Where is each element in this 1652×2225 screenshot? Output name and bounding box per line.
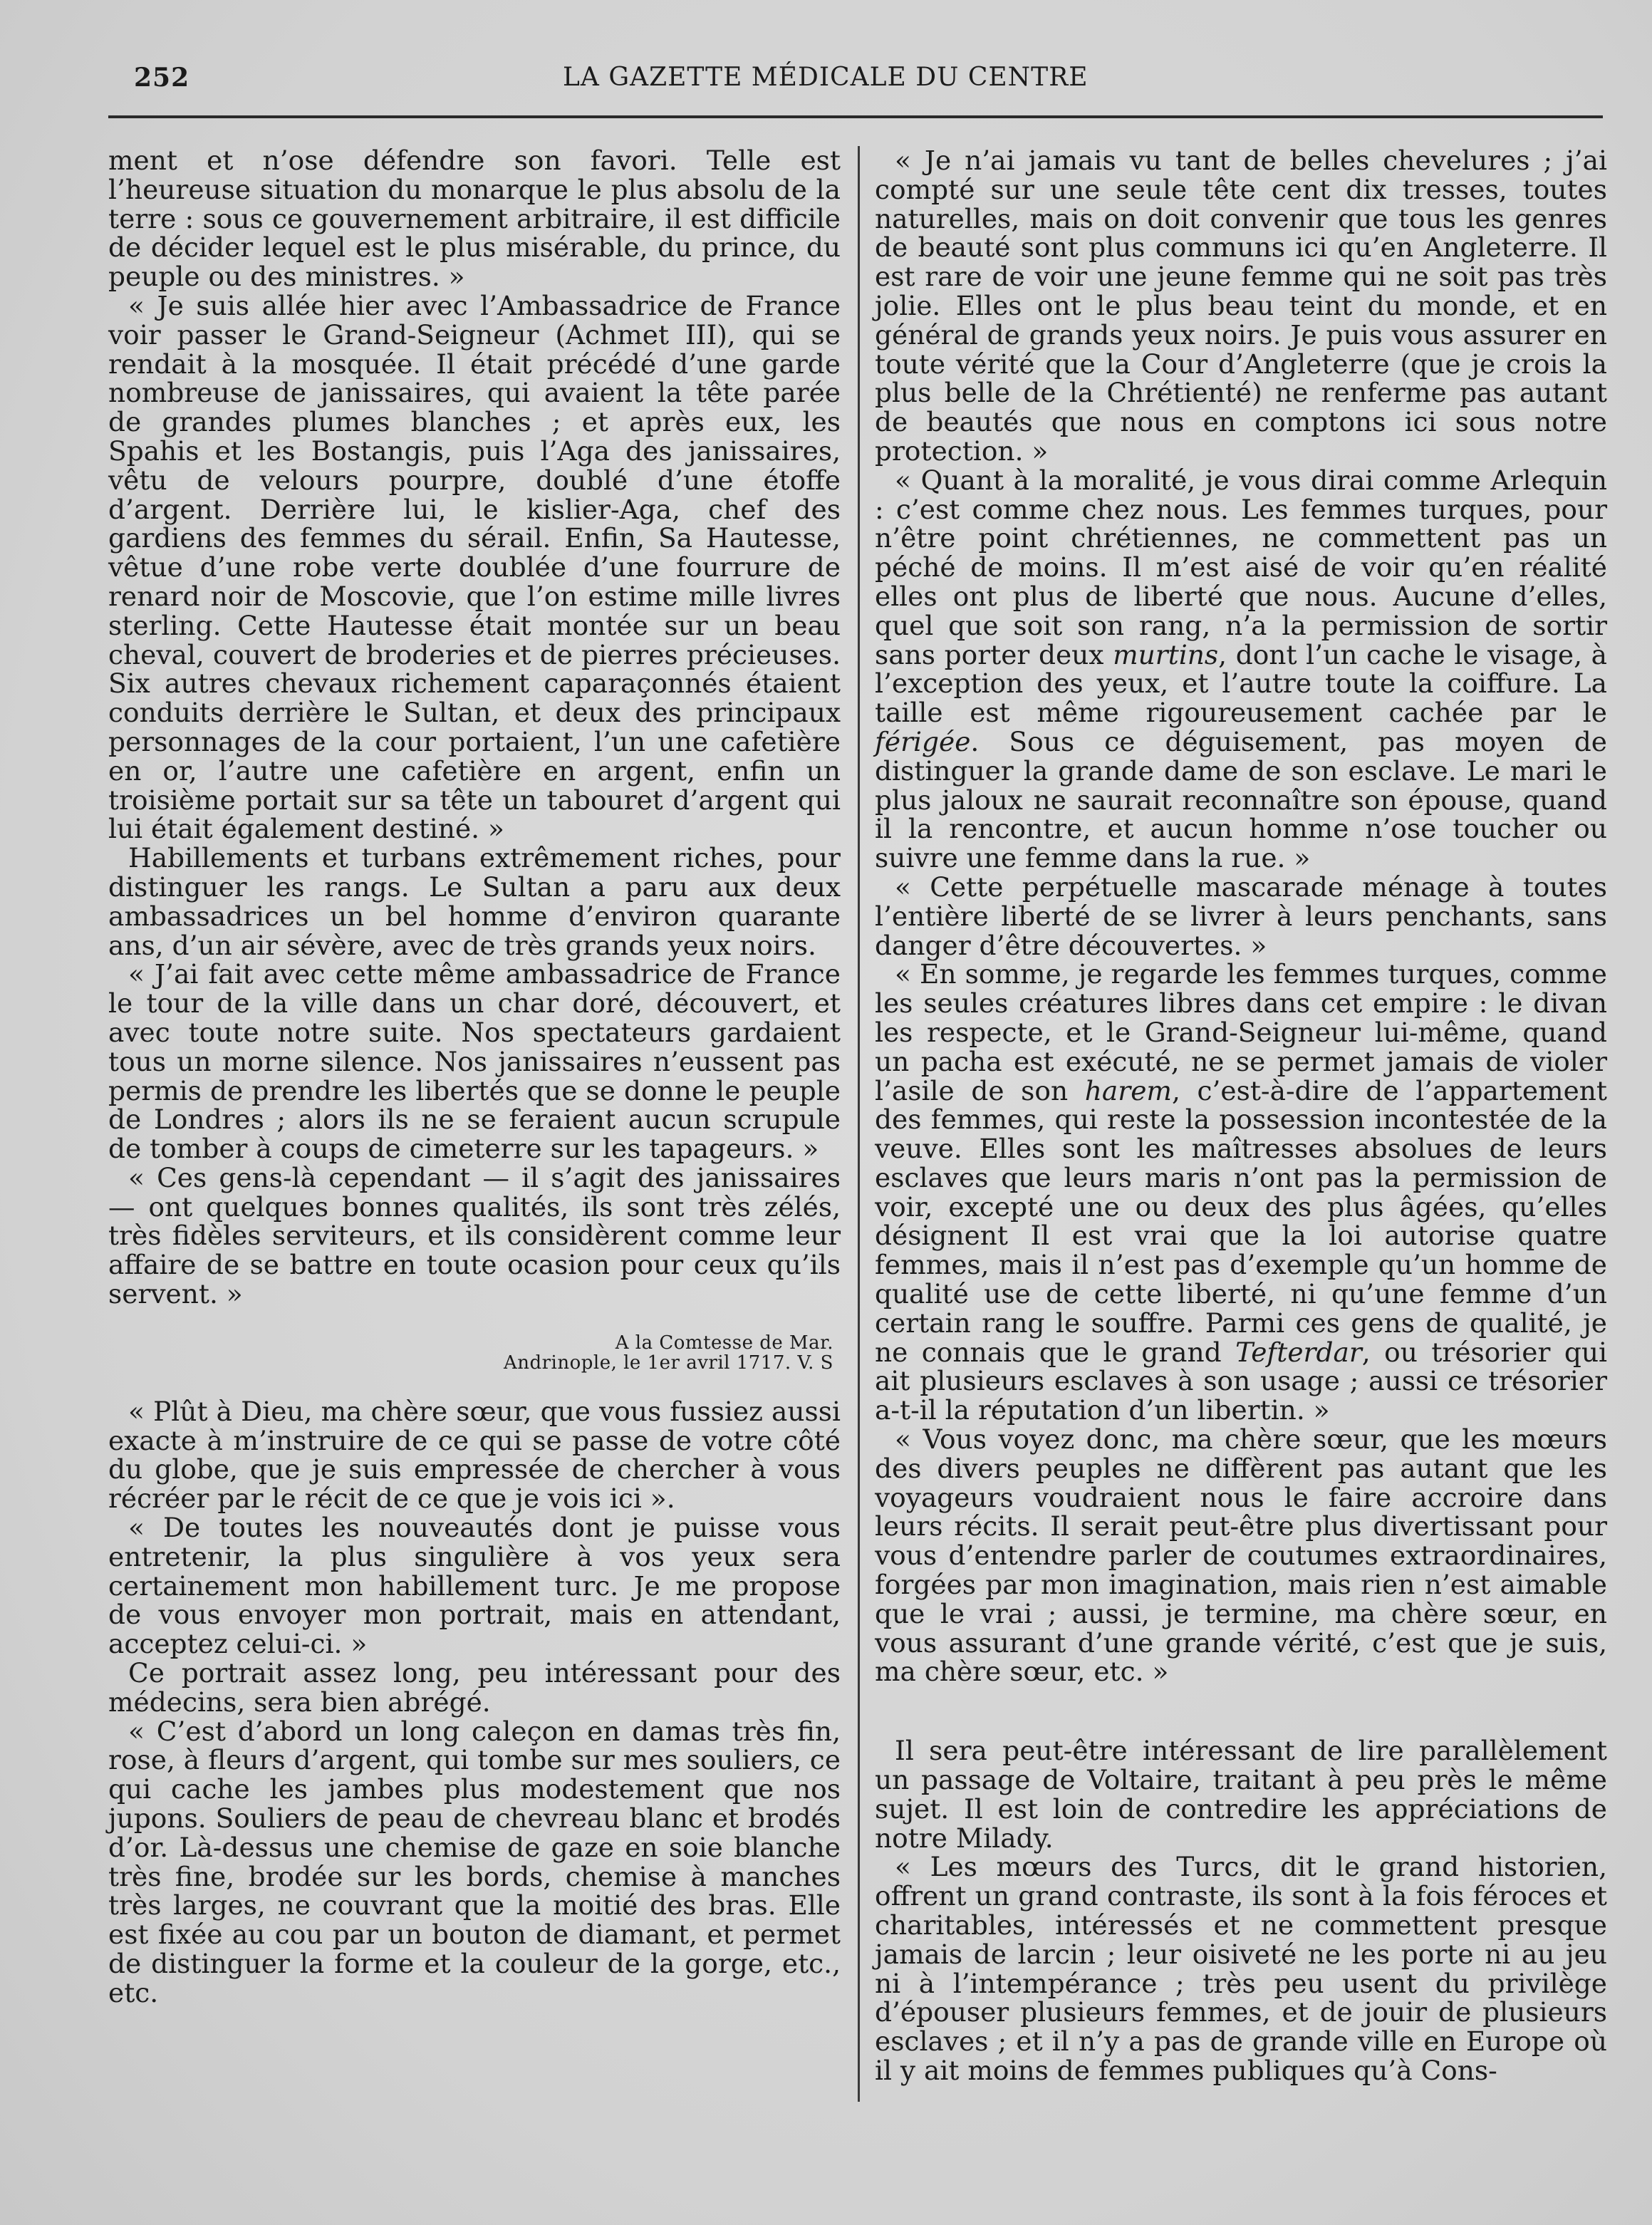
paragraph: « Les mœurs des Turcs, dit le grand historien, offrent un grand contraste, ils sont à la fois féroces et charitables, intéressés et ne commettent presque jamais de larcin ; leur oisiveté ne les porte ni au jeu ni à l’intempérance ; très peu usent du privilège d’épouser plusieurs femmes, et de jouir de plusieurs esclaves ; et il n’y a pas de grande ville en Europe où il y ait moins de femmes publiques qu’à Cons- (875, 1851, 1607, 2086)
paragraph: « Vous voyez donc, ma chère sœur, que les mœurs des divers peuples ne diffèrent pas autant que les voyageurs voudraient nous le faire accroire dans leurs récits. Il serait peut-être plus divertissant pour vous d’entendre parler de coutumes extraordinaires, forgées par mon imagination, mais rien n’est aimable que le vrai ; aussi, je termine, ma chère sœur, en vous assurant d’une grande vérité, c’est que je suis, ma chère sœur, etc. » (875, 1423, 1607, 1688)
paragraph: « De toutes les nouveautés dont je puisse vous entretenir, la plus singulière à vos yeux sera certainement mon habillement turc. Je me propose de vous envoyer mon portrait, mais en attendant, acceptez celui-ci. » (108, 1512, 841, 1660)
page-header (107, 63, 1603, 105)
italic-term: harem (1084, 1074, 1172, 1106)
paragraph: « Je n’ai jamais vu tant de belles chevelures ; j’ai compté sur une seule tête cent dix tresses, toutes naturelles, mais on doit convenir que tous les genres de beauté sont plus communs ici qu’en Angleterre. Il est rare de voir une jeune femme qui ne soit pas très jolie. Elles ont le plus beau teint du monde, et en général de grands yeux noirs. Je puis vous assurer en toute vérité que la Cour d’Angleterre (que je crois la plus belle de la Chrétienté) ne renferme pas autant de beautés que nous en comptons ici sous notre protection. » (875, 145, 1607, 467)
italic-term: Tefterdar (1235, 1336, 1362, 1368)
paragraph: « Plût à Dieu, ma chère sœur, que vous fussiez aussi exacte à m’instruire de ce qui se passe de votre côté du globe, que je suis empressée de chercher à vous récréer par le récit de ce que je vois ici ». (108, 1395, 841, 1515)
paragraph: « Cette perpétuelle mascarade ménage à toutes l’entière liberté de se livrer à leurs penchants, sans danger d’être découvertes. » (875, 871, 1607, 961)
paragraph (875, 466, 1607, 873)
italic-term: férigée (875, 725, 971, 757)
left-column (108, 146, 841, 2008)
text-run: , dont l’un cache le visage, à l’exception des yeux, et l’autre toute la coiffure. La taille est même rigoureusement cachée par le (875, 638, 1607, 729)
text-run: , c’est-à-dire de l’appartement des femmes, qui reste la possession incontestée de la veuve. Elles sont les maîtresses absolues de leurs esclaves que leurs maris n’ont pas la permission de voir, excepté une ou deux des plus âgées, qu’elles désignent Il est vrai que la loi autorise quatre femmes, mais il n’est pas d’exemple qu’un homme de qualité use de cette liberté, ni qu’une femme d’un certain rang le souffre. Parmi ces gens de qualité, je ne connais que le grand (875, 1074, 1607, 1368)
paragraph: Ce portrait assez long, peu intéressant pour des médecins, sera bien abrégé. (108, 1657, 841, 1718)
letter-addressee: A la Comtesse de Mar. (615, 1332, 833, 1354)
text-run: , ou trésorier qui ait plusieurs esclaves à son usage ; aussi ce trésorier a-t-il la réputation d’un libertin. » (875, 1336, 1607, 1426)
paragraph: ment et n’ose défendre son favori. Telle est l’heureuse situation du monarque le plus absolu de la terre : sous ce gouvernement arbitraire, il est difficile de décider lequel est le plus misérable, du prince, du peuple ou des ministres. » (108, 145, 841, 293)
paragraph: « Ces gens-là cependant — il s’agit des janissaires — ont quelques bonnes qualités, ils sont très zélés, très fidèles serviteurs, et ils considèrent comme leur affaire de se battre en toute ocasion pour ceux qu’ils servent. » (108, 1161, 841, 1310)
paragraph: Il sera peut-être intéressant de lire parallèlement un passage de Voltaire, traitant à peu près le même sujet. Il est loin de contredire les appréciations de notre Milady. (875, 1735, 1607, 1854)
text-run: « Quant à la moralité, je vous dirai comme Arlequin : c’est comme chez nous. Les femmes turques, pour n’être point chrétiennes, ne commettent pas un péché de moins. Il m’est aisé de voir qu’en réalité elles ont plus de liberté que nous. Aucune d’elles, quel que soit son rang, n’a la permission de sortir sans porter deux (875, 464, 1607, 670)
text-run: . Sous ce déguisement, pas moyen de distinguer la grande dame de son esclave. Le mari le plus jaloux ne saurait reconnaître son épouse, quand il la rencontre, et aucun homme n’ose toucher ou suivre une femme dans la rue. » (875, 725, 1607, 874)
page-number: 252 (134, 63, 190, 93)
paragraph (875, 960, 1607, 1425)
right-column (875, 146, 1607, 2085)
column-divider (858, 146, 860, 2102)
paragraph: « Je suis allée hier avec l’Ambassadrice de France voir passer le Grand-Seigneur (Achmet III), qui se rendait à la mosquée. Il était précédé d’une garde nombreuse de janissaires, qui avaient la tête parée de grandes plumes blanches ; et après eux, les Spahis et les Bostangis, puis l’Aga des janissaires, vêtu de velours pourpre, doublé d’une étoffe d’argent. Derrière lui, le kislier-Aga, chef des gardiens des femmes du sérail. Enfin, Sa Hautesse, vêtue d’une robe verte doublée d’une fourrure de renard noir de Moscovie, que l’on estime mille livres sterling. Cette Hautesse était montée sur un beau cheval, couvert de broderies et de pierres précieuses. Six autres chevaux richement caparaçonnés étaient conduits derrière le Sultan, et deux des principaux personnages de la cour portaient, l’un une cafetière en or, l’autre une cafetière en argent, enfin un troisième portait sur sa tête un tabouret d’argent qui lui était également destiné. » (108, 289, 841, 845)
paragraph: « C’est d’abord un long caleçon en damas très fin, rose, à fleurs d’argent, qui tombe sur mes souliers, ce qui cache les jambes plus modestement que nos jupons. Souliers de peau de chevreau blanc et brodés d’or. Là-dessus une chemise de gaze en soie blanche très fine, brodée sur les bords, chemise à manches très larges, ne couvrant que la moitié des bras. Elle est fixée au cou par un bouton de diamant, et permet de distinguer la forme et la couleur de la gorge, etc., etc. (108, 1715, 841, 2008)
header-rule (108, 115, 1603, 118)
text-run: « En somme, je regarde les femmes turques, comme les seules créatures libres dans cet empire : le divan les respecte, et le Grand-Seigneur lui-même, quand un pacha est exécuté, ne se permet jamais de violer l’asile de son (875, 958, 1607, 1106)
section-gap (875, 1686, 1607, 1736)
letter-heading (108, 1333, 833, 1373)
paragraph: « J’ai fait avec cette même ambassadrice de France le tour de la ville dans un char doré, découvert, et avec toute notre suite. Nos spectateurs gardaient tous un morne silence. Nos janissaires n’eussent pas permis de prendre les libertés que se donne le peuple de Londres ; alors ils ne se feraient aucun scrupule de tomber à coups de cimeterre sur les tapageurs. » (108, 958, 841, 1165)
paragraph: Habillements et turbans extrêmement riches, pour distinguer les rangs. Le Sultan a paru aux deux ambassadrices un bel homme d’environ quarante ans, d’un air sévère, avec de très grands yeux noirs. (108, 842, 841, 961)
running-title: LA GAZETTE MÉDICALE DU CENTRE (563, 63, 1089, 92)
letter-date: Andrinople, le 1er avril 1717. V. S (503, 1352, 833, 1374)
italic-term: murtins (1113, 638, 1219, 670)
